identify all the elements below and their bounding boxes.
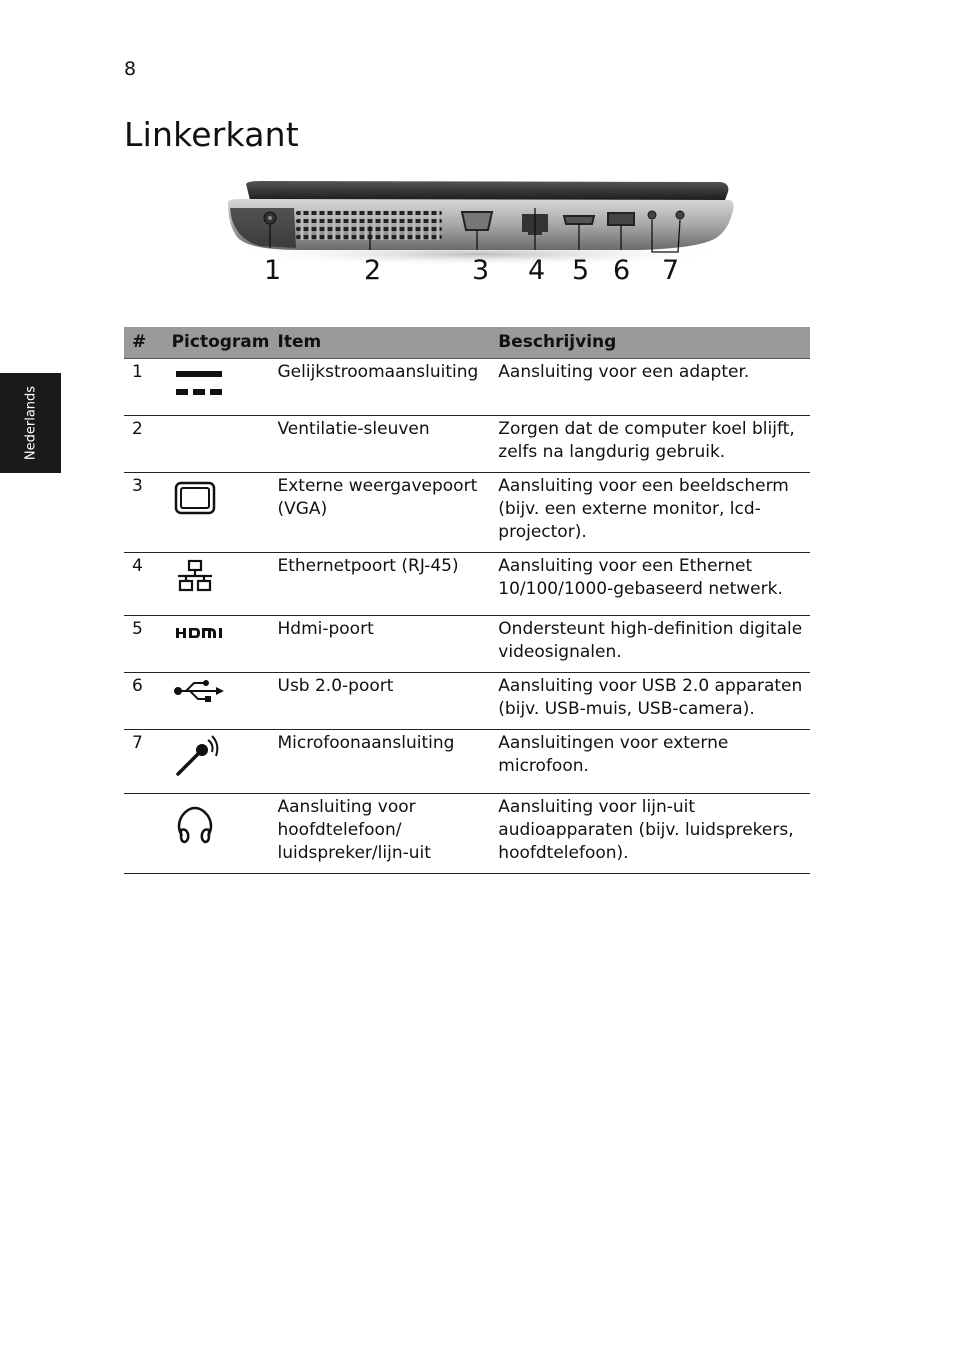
callout-4: 4	[528, 255, 546, 286]
callout-7: 7	[662, 255, 680, 286]
row-number: 3	[124, 473, 164, 553]
row-description: Aansluiting voor een adapter.	[490, 359, 810, 416]
usb-icon	[172, 677, 224, 705]
dc-power-icon	[172, 367, 222, 401]
row-number: 7	[124, 730, 164, 794]
row-number: 1	[124, 359, 164, 416]
table-row	[124, 473, 810, 553]
header-description: Beschrijving	[490, 327, 810, 359]
table-header-row	[124, 327, 810, 359]
row-item: Microfoonaansluiting	[270, 730, 491, 794]
microphone-icon	[172, 734, 222, 780]
row-description: Aansluitingen voor externe microfoon.	[490, 730, 810, 794]
page-title: Linkerkant	[124, 115, 299, 154]
row-number: 5	[124, 616, 164, 673]
page-number: 8	[124, 58, 137, 80]
hdmi-icon	[172, 624, 228, 644]
row-number: 2	[124, 416, 164, 473]
table-row	[124, 730, 810, 794]
callout-6: 6	[613, 255, 631, 286]
row-number: 6	[124, 673, 164, 730]
row-description: Zorgen dat de computer koel blijft, zelfs na langdurig gebruik.	[490, 416, 810, 473]
row-item: Gelijkstroomaansluiting	[270, 359, 491, 416]
row-number	[124, 794, 164, 874]
callout-5: 5	[572, 255, 590, 286]
ports-table	[124, 327, 810, 874]
callout-3: 3	[472, 255, 490, 286]
table-row	[124, 673, 810, 730]
row-description: Aansluiting voor lijn-uit audioapparaten (bijv. luidsprekers, hoofdtelefoon).	[490, 794, 810, 874]
header-number: #	[124, 327, 164, 359]
language-side-tab	[0, 373, 61, 473]
callout-1: 1	[264, 255, 282, 286]
headphones-icon	[172, 804, 218, 850]
callout-2: 2	[364, 255, 382, 286]
table-row	[124, 794, 810, 874]
header-item: Item	[270, 327, 491, 359]
ethernet-network-icon	[172, 559, 218, 597]
table-row	[124, 616, 810, 673]
header-icon: Pictogram	[164, 327, 270, 359]
row-item: Ventilatie-sleuven	[270, 416, 491, 473]
vga-monitor-icon	[172, 481, 218, 519]
row-item: Usb 2.0-poort	[270, 673, 491, 730]
row-description: Aansluiting voor een beeldscherm (bijv. een externe monitor, lcd-projector).	[490, 473, 810, 553]
row-item: Externe weergavepoort (VGA)	[270, 473, 491, 553]
table-row	[124, 553, 810, 616]
side-tab-label: Nederlands	[23, 385, 38, 461]
row-description: Aansluiting voor een Ethernet 10/100/1000-gebaseerd netwerk.	[490, 553, 810, 616]
row-item: Ethernetpoort (RJ-45)	[270, 553, 491, 616]
table-row	[124, 359, 810, 416]
row-description: Ondersteunt high-definition digitale videosignalen.	[490, 616, 810, 673]
row-description: Aansluiting voor USB 2.0 apparaten (bijv. USB-muis, USB-camera).	[490, 673, 810, 730]
row-number: 4	[124, 553, 164, 616]
row-item: Hdmi-poort	[270, 616, 491, 673]
row-item: Aansluiting voor hoofdtelefoon/ luidspreker/lijn-uit	[270, 794, 491, 874]
table-row	[124, 416, 810, 473]
